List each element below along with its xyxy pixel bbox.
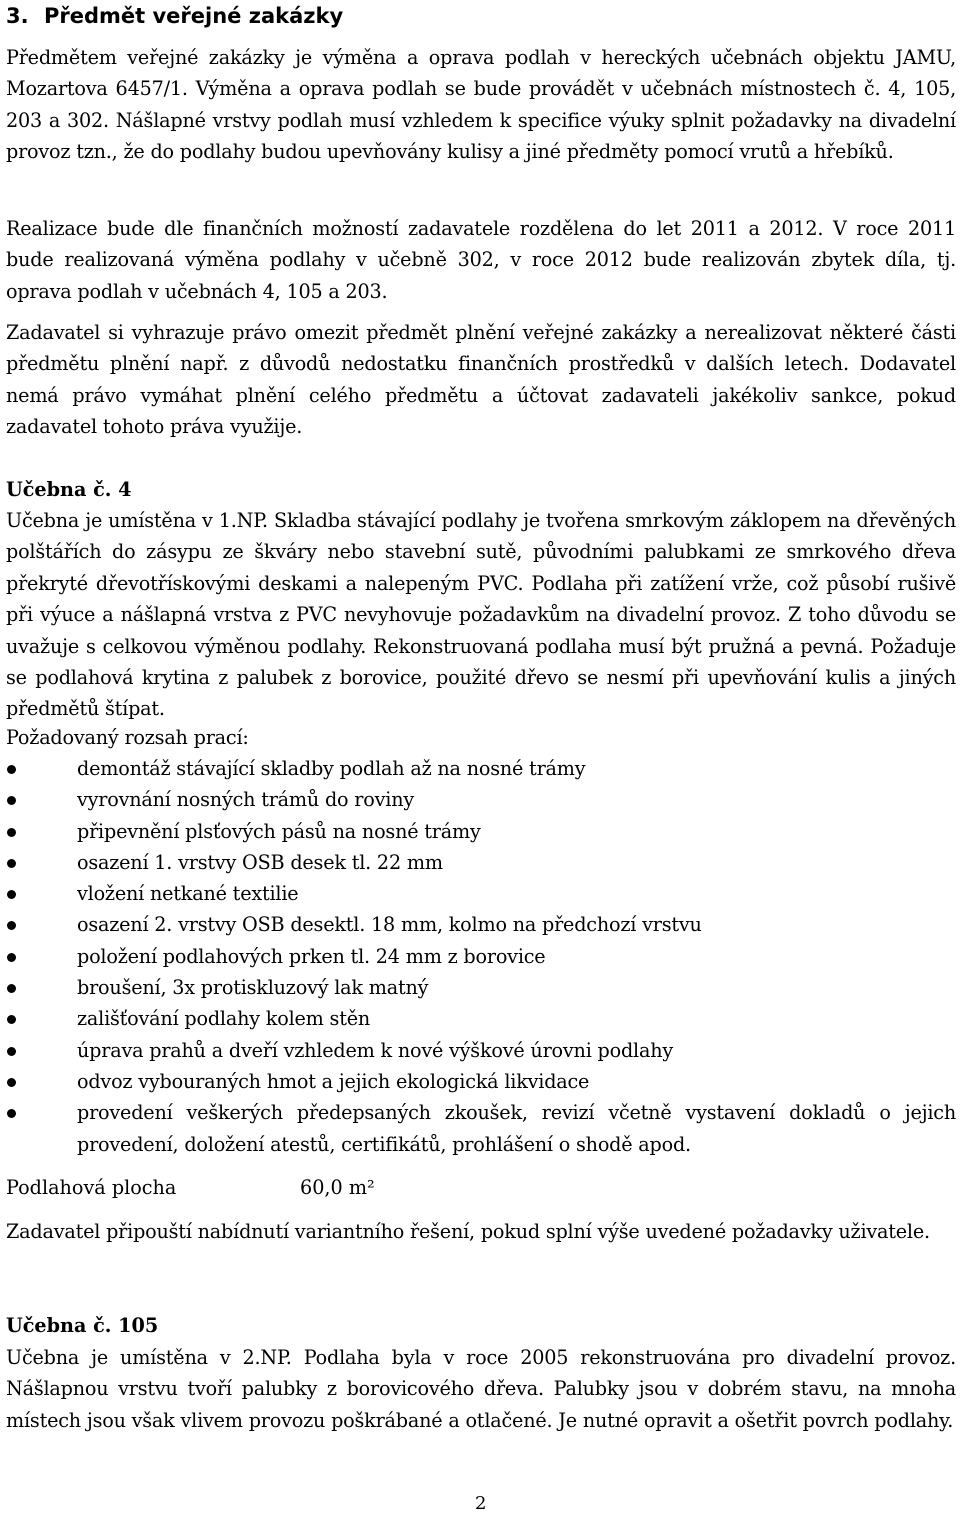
bullet-icon	[7, 765, 16, 774]
list-item: vložení netkané textilie	[6, 878, 956, 909]
bullet-icon	[7, 1015, 16, 1024]
floor-area-value: 60,0 m²	[300, 1176, 375, 1199]
list-item: připevnění plsťových pásů na nosné trámy	[6, 816, 956, 847]
bullet-icon	[7, 1047, 16, 1056]
document-page	[6, 0, 956, 1513]
bullet-icon	[7, 953, 16, 962]
bullet-icon	[7, 859, 16, 868]
room-4-heading: Učebna č. 4	[6, 478, 132, 501]
bullet-icon	[7, 1078, 16, 1087]
paragraph-realization: Realizace bude dle finančních možností zadavatele rozdělena do let 2011 a 2012. V roce 2011 bude realizovaná výměna podlahy v učebně 302, v roce 2012 bude realizován zbytek díla, tj. oprava podlah v učebnách 4, 105 a 203.	[6, 217, 956, 303]
bullet-icon	[7, 828, 16, 837]
section-heading	[6, 2, 343, 30]
list-item: odvoz vybouraných hmot a jejich ekologická likvidace	[6, 1066, 956, 1097]
section-title: Předmět veřejné zakázky	[44, 4, 344, 28]
bullet-icon	[7, 984, 16, 993]
scope-label: Požadovaný rozsah prací:	[6, 726, 249, 749]
bullet-icon	[7, 890, 16, 899]
list-item: vyrovnání nosných trámů do roviny	[6, 784, 956, 815]
list-item: osazení 1. vrstvy OSB desek tl. 22 mm	[6, 847, 956, 878]
floor-area-row	[6, 1172, 375, 1203]
list-item: broušení, 3x protiskluzový lak matný	[6, 972, 956, 1003]
bullet-icon	[7, 921, 16, 930]
floor-area-label: Podlahová plocha	[6, 1176, 177, 1199]
list-item: úprava prahů a dveří vzhledem k nové výškové úrovni podlahy	[6, 1035, 956, 1066]
list-item: provedení veškerých předepsaných zkoušek, revizí včetně vystavení dokladů o jejich provedení, doložení atestů, certifikátů, prohlášení o shodě apod.	[6, 1097, 956, 1160]
list-item: položení podlahových prken tl. 24 mm z borovice	[6, 941, 956, 972]
room-105-heading: Učebna č. 105	[6, 1314, 159, 1337]
room-105-description: Učebna je umístěna v 2.NP. Podlaha byla v roce 2005 rekonstruována pro divadelní provoz. Nášlapnou vrstvu tvoří palubky z borovicového dřeva. Palubky jsou v dobrém stavu, na mnoha místech jsou však vlivem provozu poškrábané a otlačené. Je nutné opravit a ošetřit povrch podlahy.	[6, 1346, 956, 1432]
page-number: 2	[475, 1493, 487, 1514]
paragraph-reservation: Zadavatel si vyhrazuje právo omezit předmět plnění veřejné zakázky a nerealizovat některé části předmětu plnění např. z důvodů nedostatku finančních prostředků v dalších letech. Dodavatel nemá právo vymáhat plnění celého předmětu a účtovat zadavateli jakékoliv sankce, pokud zadavatel tohoto práva využije.	[6, 321, 956, 439]
paragraph-subject: Předmětem veřejné zakázky je výměna a oprava podlah v hereckých učebnách objektu JAMU, Mozartova 6457/1. Výměna a oprava podlah se bude provádět v učebnách místnostech č. 4, 105, 203 a 302. Nášlapné vrstvy podlah musí vzhledem k specifice výuky splnit požadavky na divadelní provoz tzn., že do podlahy budou upevňovány kulisy a jiné předměty pomocí vrutů a hřebíků.	[6, 46, 956, 164]
bullet-icon	[7, 1109, 16, 1118]
list-item: zališťování podlahy kolem stěn	[6, 1003, 956, 1034]
variant-note: Zadavatel připouští nabídnutí variantního řešení, pokud splní výše uvedené požadavky uživatele.	[6, 1220, 930, 1243]
works-list	[6, 753, 956, 1160]
list-item: demontáž stávající skladby podlah až na nosné trámy	[6, 753, 956, 784]
list-item: osazení 2. vrstvy OSB desektl. 18 mm, kolmo na předchozí vrstvu	[6, 909, 956, 940]
section-number: 3.	[6, 4, 29, 28]
room-4-description: Učebna je umístěna v 1.NP. Skladba stávající podlahy je tvořena smrkovým záklopem na dřevěných polštářích do zásypu ze škváry nebo stavební sutě, původními palubkami ze smrkového dřeva překryté dřevotřískovými deskami a nalepeným PVC. Podlaha při zatížení vrže, což působí rušivě při výuce a nášlapná vrstva z PVC nevyhovuje požadavkům na divadelní provoz. Z toho důvodu se uvažuje s celkovou výměnou podlahy. Rekonstruovaná podlaha musí být pružná a pevná. Požaduje se podlahová krytina z palubek z borovice, použité dřevo se nesmí při upevňování kulis a jiných předmětů štípat.	[6, 509, 956, 721]
bullet-icon	[7, 796, 16, 805]
